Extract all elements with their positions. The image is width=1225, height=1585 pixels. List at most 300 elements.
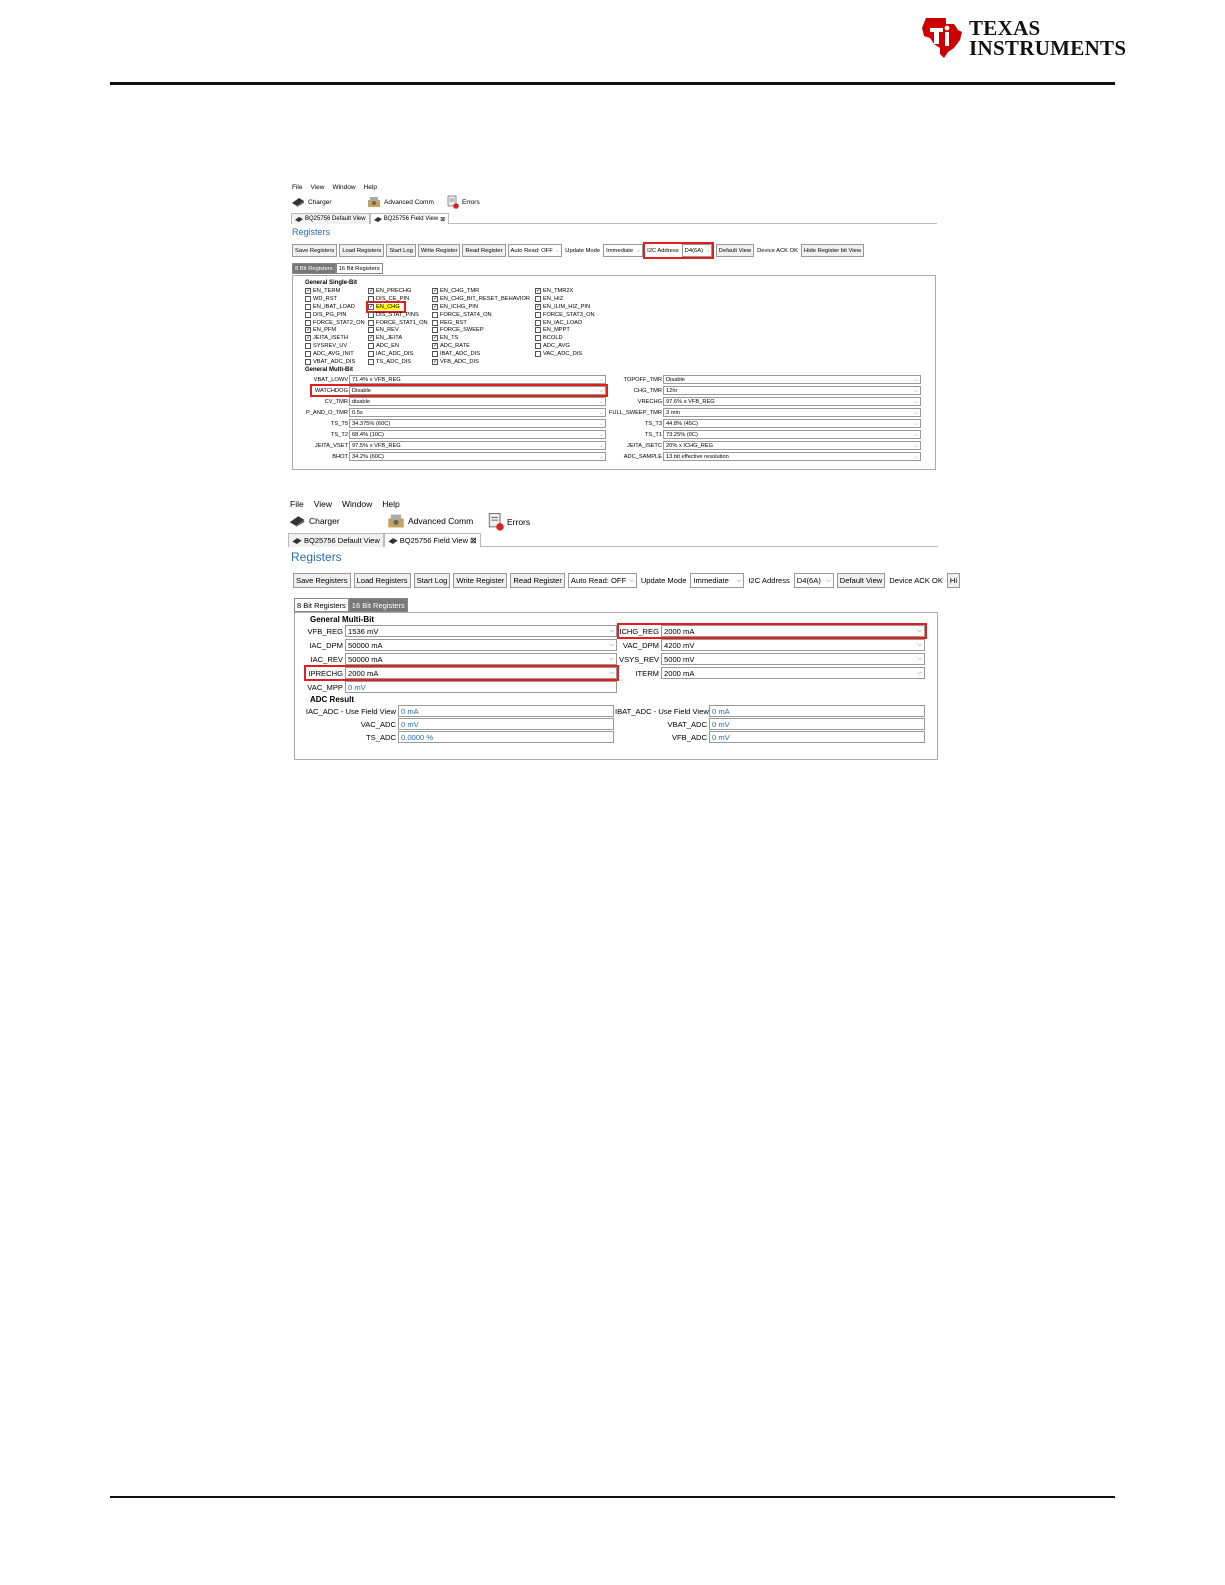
i2c-address-dropdown[interactable] [682, 244, 712, 257]
checkbox[interactable] [535, 343, 541, 349]
adc-value: 0 mV [401, 719, 419, 729]
checkbox-row[interactable] [535, 319, 595, 327]
checkbox[interactable] [305, 288, 311, 294]
checkbox-label: DIS_STAT_PINS [376, 311, 419, 318]
adc-value: 0 mV [712, 732, 730, 742]
checkbox-label: EN_MPPT [543, 327, 570, 334]
checkbox[interactable] [432, 359, 438, 365]
field-dropdown[interactable] [663, 452, 921, 461]
checkbox-label: EN_TMR2X [543, 287, 574, 294]
field-dropdown[interactable] [345, 639, 617, 651]
checkbox-row[interactable] [432, 358, 530, 366]
menu-file[interactable]: File [292, 184, 303, 191]
checkbox[interactable] [305, 359, 311, 365]
field-label: FULL_SWEEP_TMR [608, 409, 662, 416]
adc-row [295, 718, 614, 730]
checkbox-label: DIS_CE_PIN [376, 295, 410, 302]
field-value: 13 bit effective resolution [666, 453, 729, 460]
field-dropdown[interactable] [349, 397, 606, 406]
chevron-down-icon: ⌵ [706, 248, 710, 253]
tab-default-view[interactable] [291, 213, 370, 224]
field-label: ITERM [635, 668, 659, 678]
checkbox[interactable] [432, 335, 438, 341]
checkbox[interactable] [305, 296, 311, 302]
checkbox-label: SYSREV_UV [313, 343, 348, 350]
checkbox[interactable] [432, 320, 438, 326]
checkbox-row[interactable] [305, 311, 365, 319]
checkbox-row[interactable] [368, 342, 428, 350]
chevron-down-icon: ⌵ [599, 377, 603, 382]
field-dropdown[interactable] [349, 419, 606, 428]
field-row-ichg-reg [619, 625, 925, 637]
load-registers-button[interactable]: Load Registers [339, 244, 384, 257]
field-label: VFB_REG [307, 626, 343, 636]
field-dropdown[interactable] [345, 625, 617, 637]
chevron-down-icon: ⌵ [914, 421, 918, 426]
view-tabs [291, 213, 937, 224]
field-value: 73.25% (0C) [666, 431, 698, 438]
field-label: CV_TMR [324, 398, 348, 405]
checkbox[interactable] [368, 335, 374, 341]
field-label: TS_T3 [644, 420, 662, 427]
menu-bar [290, 498, 400, 510]
checkbox[interactable] [305, 335, 311, 341]
i2c-address-dropdown[interactable] [794, 573, 834, 588]
register-size-tabs [294, 598, 408, 612]
field-value: 34.2% (60C) [352, 453, 384, 460]
menu-view[interactable]: View [310, 184, 325, 191]
toolbar-charger-label: Charger [308, 198, 332, 206]
checkbox-label: EN_PFM [313, 327, 337, 334]
field-label: VAC_DPM [622, 640, 659, 650]
write-register-button[interactable]: Write Register [418, 244, 461, 257]
field-dropdown[interactable] [661, 625, 925, 637]
tab-8-bit-registers[interactable]: 8 Bit Registers [292, 263, 336, 274]
toolbar-advanced-comm[interactable] [367, 196, 434, 208]
checkbox-label: EN_ICHG_PIN [440, 303, 478, 310]
checkbox-row[interactable] [305, 319, 365, 327]
auto-read-value: Auto Read: OFF [570, 576, 627, 585]
checkbox[interactable] [305, 320, 311, 326]
hide-register-bit-view-button[interactable]: Hi [947, 573, 960, 588]
field-dropdown[interactable] [663, 397, 921, 406]
load-registers-button[interactable]: Load Registers [354, 573, 411, 588]
chevron-down-icon: ⌵ [914, 443, 918, 448]
checkbox-label: FORCE_STAT3_ON [543, 311, 595, 318]
checkbox-row[interactable] [305, 326, 365, 334]
tab-16-bit-registers[interactable]: 16 Bit Registers [336, 263, 383, 274]
checkbox-row[interactable] [432, 295, 530, 303]
field-dropdown[interactable] [663, 386, 921, 395]
register-action-bar [293, 573, 960, 588]
start-log-button[interactable]: Start Log [386, 244, 416, 257]
checkbox-row[interactable] [432, 326, 530, 334]
checkbox-label: EN_CHG_TMR [440, 287, 480, 294]
checkbox[interactable] [368, 359, 374, 365]
checkbox[interactable] [368, 343, 374, 349]
checkbox-row[interactable] [535, 342, 595, 350]
view-tabs [288, 533, 938, 547]
adc-value: 0 mV [712, 719, 730, 729]
checkbox-row[interactable] [368, 319, 428, 327]
menu-window[interactable]: Window [341, 499, 373, 509]
checkbox[interactable] [432, 304, 438, 310]
ti-wordmark [969, 18, 1126, 58]
field-dropdown[interactable] [661, 653, 925, 665]
checkbox-row[interactable] [535, 295, 595, 303]
register-action-bar [292, 244, 864, 257]
chevron-down-icon: ⌵ [599, 421, 603, 426]
checkbox-row[interactable] [535, 303, 595, 311]
checkbox-row[interactable] [368, 334, 428, 342]
read-register-button[interactable]: Read Register [462, 244, 505, 257]
field-value: 4200 mV [664, 640, 695, 650]
chevron-down-icon: ⌵ [609, 655, 614, 662]
write-register-button[interactable]: Write Register [453, 573, 507, 588]
field-value: 44.8% (45C) [666, 420, 698, 427]
checkbox-row[interactable] [432, 342, 530, 350]
field-label: TOPOFF_TMR [623, 376, 662, 383]
checkbox-label: EN_HIZ [543, 295, 564, 302]
adc-label: IBAT_ADC - Use Field View [615, 706, 709, 716]
menu-bar [291, 183, 937, 193]
register-size-tabs [292, 263, 383, 274]
adc-row [295, 705, 614, 717]
auto-read-dropdown[interactable] [508, 244, 563, 257]
chevron-down-icon: ⌵ [914, 388, 918, 393]
field-dropdown[interactable] [349, 441, 606, 450]
errors-icon [447, 195, 459, 209]
checkbox[interactable] [535, 327, 541, 333]
checkbox-row[interactable] [368, 326, 428, 334]
field-dropdown[interactable] [349, 430, 606, 439]
tab-default-view[interactable] [288, 533, 384, 547]
single-bit-group-title: General Single-Bit [305, 280, 358, 286]
chevron-down-icon: ⌵ [599, 432, 603, 437]
i2c-address-value: D4(6A) [796, 576, 821, 585]
field-dropdown[interactable] [349, 375, 606, 384]
checkbox[interactable] [432, 296, 438, 302]
toolbar-charger[interactable] [291, 197, 331, 207]
checkbox[interactable] [535, 296, 541, 302]
ti-mark-icon [920, 14, 964, 60]
tab-field-view-label: BQ25756 Field View [383, 216, 439, 222]
single-bit-column-3 [432, 287, 530, 366]
field-dropdown[interactable] [349, 386, 606, 395]
update-mode-label: Update Mode [565, 247, 601, 254]
chevron-down-icon: ⌵ [914, 410, 918, 415]
checkbox[interactable] [535, 335, 541, 341]
field-row [293, 397, 606, 406]
chevron-down-icon: ⌵ [599, 410, 603, 415]
ti-wordmark-line2: INSTRUMENTS [969, 36, 1127, 60]
field-label: VAC_MPP [307, 682, 343, 692]
field-value: 5000 mV [664, 654, 695, 664]
field-value: 34.375% (60C) [352, 420, 391, 427]
checkbox-label: EN_ILIM_HIZ_PIN [543, 303, 591, 310]
checkbox-label: ADC_AVG [543, 343, 570, 350]
checkbox-row[interactable] [305, 287, 365, 295]
checkbox[interactable] [535, 351, 541, 357]
update-mode-dropdown[interactable] [603, 244, 643, 257]
field-row [293, 375, 606, 384]
register-panel [292, 275, 936, 470]
chevron-down-icon: ⌵ [914, 399, 918, 404]
advanced-comm-icon [367, 196, 381, 208]
field-dropdown[interactable] [661, 639, 925, 651]
field-label: JEITA_VSET [314, 442, 348, 449]
toolbar-errors[interactable] [488, 512, 530, 531]
field-label: BHOT [332, 453, 348, 460]
tab-8-bit-registers[interactable]: 8 Bit Registers [294, 598, 349, 612]
menu-window[interactable]: Window [332, 184, 356, 191]
checkbox-row[interactable] [432, 319, 530, 327]
multi-bit-group-title: General Multi-Bit [305, 367, 354, 373]
field-row [295, 681, 617, 693]
field-value: 0 mV [348, 682, 366, 692]
field-row [619, 639, 925, 651]
checkbox[interactable] [432, 343, 438, 349]
field-dropdown[interactable] [349, 452, 606, 461]
chevron-down-icon: ⌵ [599, 388, 603, 393]
checkbox[interactable] [432, 288, 438, 294]
chevron-down-icon: ⌵ [609, 641, 614, 648]
checkbox-row[interactable] [432, 311, 530, 319]
update-mode-value: Immediate [693, 576, 729, 585]
checkbox-row[interactable] [368, 287, 428, 295]
checkbox-row[interactable] [305, 350, 365, 358]
device-ack-status: Device ACK OK [889, 576, 943, 585]
read-register-button[interactable]: Read Register [510, 573, 565, 588]
field-label: IAC_DPM [309, 640, 343, 650]
chevron-down-icon: ⌵ [917, 655, 922, 662]
checkbox[interactable] [305, 312, 311, 318]
field-label: VBAT_LOWV [313, 376, 348, 383]
checkbox[interactable] [368, 304, 374, 310]
field-dropdown[interactable] [663, 441, 921, 450]
device-ack-status: Device ACK OK [757, 247, 799, 254]
checkbox-row-en-chg[interactable] [368, 303, 404, 311]
chevron-down-icon: ⌵ [917, 627, 922, 634]
toolbar-errors-label: Errors [507, 516, 531, 527]
checkbox-label: ADC_AVG_INIT [313, 351, 354, 358]
checkbox-row[interactable] [368, 295, 428, 303]
checkbox-label: EN_TERM [313, 287, 341, 294]
checkbox-row[interactable] [432, 350, 530, 358]
checkbox[interactable] [432, 312, 438, 318]
checkbox[interactable] [368, 327, 374, 333]
adc-row [615, 731, 925, 743]
field-row-iprechg [306, 667, 617, 679]
checkbox[interactable] [368, 296, 374, 302]
charger-tab-icon [295, 216, 303, 222]
field-label: ICHG_REG [619, 626, 659, 636]
adc-label: VFB_ADC [671, 732, 707, 742]
checkbox[interactable] [432, 327, 438, 333]
checkbox[interactable] [305, 343, 311, 349]
field-row [293, 452, 606, 461]
checkbox[interactable] [305, 327, 311, 333]
header-rule [110, 82, 1115, 85]
field-label: VSYS_REV [619, 654, 660, 664]
menu-view[interactable]: View [313, 499, 332, 509]
adc-row [615, 718, 925, 730]
checkbox-label: IAC_ADC_DIS [376, 351, 414, 358]
field-value: 0.5s [352, 409, 363, 416]
adc-label: IAC_ADC - Use Field View [305, 706, 396, 716]
chevron-down-icon: ⌵ [736, 576, 742, 584]
checkbox-label: EN_CHG [376, 303, 400, 310]
chevron-down-icon: ⌵ [914, 377, 918, 382]
toolbar-errors[interactable] [447, 195, 480, 209]
chevron-down-icon: ⌵ [609, 627, 614, 634]
adc-value: 0.0000 % [401, 732, 434, 742]
field-dropdown[interactable] [345, 653, 617, 665]
checkbox[interactable] [535, 288, 541, 294]
field-row [293, 419, 606, 428]
field-value: 3 min [666, 409, 680, 416]
checkbox-row[interactable] [305, 342, 365, 350]
chevron-down-icon: ⌵ [917, 669, 922, 676]
checkbox-row[interactable] [305, 303, 365, 311]
toolbar-charger[interactable] [288, 515, 340, 527]
checkbox-row[interactable] [535, 326, 595, 334]
checkbox[interactable] [432, 351, 438, 357]
save-registers-button[interactable]: Save Registers [293, 573, 351, 588]
checkbox-label: EN_JEITA [376, 335, 403, 342]
checkbox-row[interactable] [305, 295, 365, 303]
advanced-comm-icon [387, 513, 405, 529]
page-title: Registers [292, 227, 331, 237]
ti-wordmark-line1: TEXAS [969, 16, 1041, 40]
field-row [607, 386, 921, 395]
field-dropdown[interactable] [349, 408, 606, 417]
screenshot-8bit-registers [291, 183, 937, 470]
toolbar-advanced-comm-label: Advanced Comm [384, 198, 434, 206]
menu-file[interactable]: File [290, 499, 304, 509]
checkbox-row[interactable] [432, 334, 530, 342]
default-view-button[interactable]: Default View [837, 573, 886, 588]
adc-readout [709, 705, 925, 717]
tab-default-view-label: BQ25756 Default View [305, 216, 366, 222]
checkbox[interactable] [368, 351, 374, 357]
checkbox-row[interactable] [305, 358, 365, 366]
checkbox-label: EN_CHG_BIT_RESET_BEHAVIOR [440, 295, 530, 302]
field-dropdown[interactable] [663, 419, 921, 428]
update-mode-dropdown[interactable] [690, 573, 744, 588]
checkbox[interactable] [535, 312, 541, 318]
field-row [295, 653, 617, 665]
checkbox[interactable] [305, 304, 311, 310]
checkbox-row[interactable] [368, 358, 428, 366]
checkbox-label: REG_RST [440, 319, 467, 326]
toolbar-advanced-comm[interactable] [387, 513, 473, 529]
checkbox[interactable] [368, 312, 374, 318]
tab-field-view[interactable] [384, 533, 481, 547]
default-view-button[interactable]: Default View [716, 244, 754, 257]
field-value: disable [352, 398, 371, 405]
i2c-address-value: D4(6A) [684, 247, 704, 254]
field-value: 97.6% x VFB_REG [666, 398, 715, 405]
i2c-address-group [645, 244, 712, 257]
checkbox-row[interactable] [432, 303, 530, 311]
checkbox[interactable] [305, 351, 311, 357]
checkbox-label: EN_PRECHG [376, 287, 412, 294]
chevron-down-icon: ⌵ [599, 399, 603, 404]
adc-value: 0 mA [712, 706, 730, 716]
checkbox[interactable] [535, 320, 541, 326]
field-row [607, 408, 921, 417]
field-row [295, 639, 617, 651]
checkbox[interactable] [368, 288, 374, 294]
checkbox-label: DIS_PG_PIN [313, 311, 347, 318]
checkbox-row[interactable] [535, 311, 595, 319]
field-value: Disable [666, 376, 685, 383]
checkbox-row[interactable] [535, 287, 595, 295]
chevron-down-icon: ⌵ [914, 454, 918, 459]
adc-readout [398, 731, 614, 743]
field-dropdown[interactable] [661, 667, 925, 679]
field-value: 68.4% (10C) [352, 431, 384, 438]
close-icon[interactable]: ⊠ [440, 216, 446, 223]
register-panel [294, 612, 938, 760]
save-registers-button[interactable]: Save Registers [292, 244, 337, 257]
checkbox-label: VFB_ADC_DIS [440, 358, 479, 365]
checkbox-row[interactable] [368, 311, 428, 319]
chevron-down-icon: ⌵ [917, 641, 922, 648]
charger-tab-icon [388, 537, 398, 544]
field-dropdown[interactable] [663, 430, 921, 439]
field-row [293, 430, 606, 439]
field-dropdown[interactable] [345, 667, 617, 679]
checkbox-row[interactable] [535, 350, 595, 358]
close-icon[interactable]: ⊠ [470, 536, 477, 545]
checkbox-label: EN_IAC_LOAD [543, 319, 583, 326]
chevron-down-icon: ⌵ [555, 248, 560, 253]
update-mode-label: Update Mode [640, 576, 687, 585]
field-dropdown[interactable] [663, 408, 921, 417]
adc-row [615, 705, 925, 717]
checkbox-label: WD_RST [313, 295, 338, 302]
checkbox-label: VAC_ADC_DIS [543, 351, 583, 358]
checkbox-row[interactable] [305, 334, 365, 342]
field-dropdown[interactable] [663, 375, 921, 384]
page-title: Registers [291, 550, 342, 564]
checkbox[interactable] [535, 304, 541, 310]
start-log-button[interactable]: Start Log [414, 573, 451, 588]
checkbox-row[interactable] [535, 334, 595, 342]
chevron-down-icon: ⌵ [599, 454, 603, 459]
checkbox[interactable] [368, 320, 374, 326]
auto-read-dropdown[interactable] [568, 573, 637, 588]
i2c-address-label: I2C Address [647, 247, 679, 254]
checkbox-row[interactable] [368, 350, 428, 358]
field-label: TS_T2 [330, 431, 348, 438]
adc-readout [398, 705, 614, 717]
field-value: 12hr [666, 387, 678, 394]
single-bit-column-4 [535, 287, 595, 358]
toolbar-errors-label: Errors [462, 198, 480, 206]
menu-help[interactable]: Help [363, 184, 377, 191]
field-row [295, 625, 617, 637]
checkbox-row[interactable] [432, 287, 530, 295]
tab-16-bit-registers[interactable]: 16 Bit Registers [349, 598, 408, 612]
hide-register-bit-view-button[interactable]: Hide Register bit View [801, 244, 864, 257]
chevron-down-icon: ⌵ [599, 443, 603, 448]
tab-field-view[interactable] [370, 213, 450, 224]
checkbox-label: FORCE_STAT1_ON [376, 319, 428, 326]
menu-help[interactable]: Help [382, 499, 400, 509]
